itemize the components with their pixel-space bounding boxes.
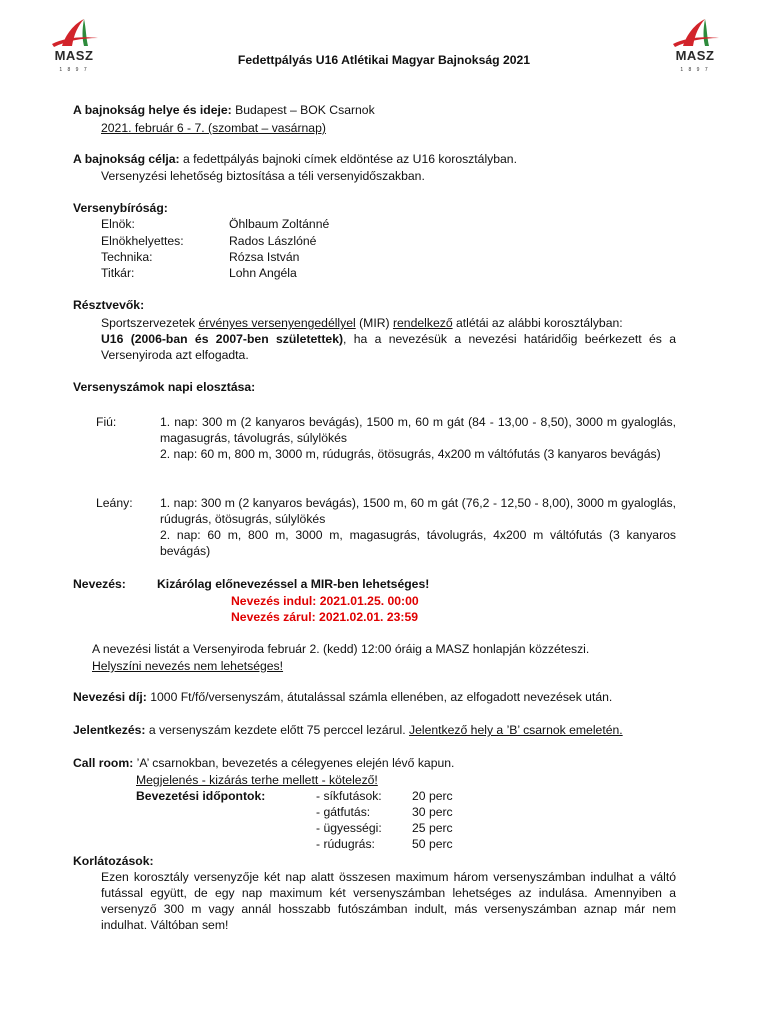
entry-main: Kizárólag előnevezéssel a MIR-ben lehetséges! xyxy=(157,577,430,591)
jury-name: Öhlbaum Zoltánné xyxy=(229,217,330,231)
callroom-time: 25 perc xyxy=(412,821,453,835)
entry-end: Nevezés zárul: 2021.02.01. 23:59 xyxy=(231,610,419,624)
events-boys-day2: 2. nap: 60 m, 800 m, 3000 m, rúdugrás, ötösugrás, 4x200 m váltófutás (3 kanyaros bevágás) xyxy=(160,447,661,461)
callroom-mandatory: Megjelenés - kizárás terhe mellett - kötelező! xyxy=(136,773,378,787)
goal-label: A bajnokság célja: xyxy=(73,152,180,166)
events-boys-label: Fiú: xyxy=(96,415,117,429)
logo-text: MASZ xyxy=(54,48,94,63)
logo-text: MASZ xyxy=(675,48,715,63)
events-girls-label: Leány: xyxy=(96,496,133,510)
limits-title: Korlátozások: xyxy=(73,854,154,868)
checkin-label: Jelentkezés: xyxy=(73,723,146,737)
masz-emblem-icon xyxy=(44,16,104,50)
fee-value: 1000 Ft/fő/versenyszám, átutalással számla ellenében, az elfogadott nevezések után. xyxy=(150,690,613,704)
jury-title: Versenybíróság: xyxy=(73,201,168,215)
masz-emblem-icon xyxy=(665,16,725,50)
participants-paragraph xyxy=(101,331,676,363)
jury-name: Lohn Angéla xyxy=(229,266,297,280)
participants-line1 xyxy=(101,315,623,331)
goal-line xyxy=(73,151,517,167)
limits-text: Ezen korosztály versenyzője két nap alatt összesen maximum három versenyszámban indulhat a váltó futással együtt, de egy nap maximum két versenyszámban lehetséges az indulása. Amennyiben a versenyző 300 m vagy annál hosszabb futószámban indult, más versenyszámban aznap már nem indulhat. Váltóban sem! xyxy=(101,870,676,932)
logo-year: 1 8 9 7 xyxy=(680,67,710,73)
callroom-line xyxy=(73,755,454,771)
checkin-value: a versenyszám kezdete előtt 75 perccel lezárul. xyxy=(148,723,406,737)
events-girls-day1: 1. nap: 300 m (2 kanyaros bevágás), 1500 m, 60 m gát (76,2 - 12,50 - 8,00), 3000 m gyaloglás, rúdugrás, ötösugrás, súlylökés xyxy=(160,496,676,526)
participants-title: Résztvevők: xyxy=(73,298,145,312)
events-girls-day2: 2. nap: 60 m, 800 m, 3000 m, magasugrás, távolugrás, 4x200 m váltófutás (3 kanyaros bevágás) xyxy=(160,528,676,558)
fee-line xyxy=(73,689,612,705)
callroom-event: - gátfutás: xyxy=(316,805,371,819)
entry-list-note: A nevezési listát a Versenyiroda február 2. (kedd) 12:00 óráig a MASZ honlapján közzéteszi. xyxy=(92,642,590,656)
venue-date: 2021. február 6 - 7. (szombat – vasárnap) xyxy=(101,121,326,135)
goal-line2: Versenyzési lehetőség biztosítása a téli versenyidőszakban. xyxy=(101,169,425,183)
callroom-time: 30 perc xyxy=(412,805,453,819)
entry-label: Nevezés: xyxy=(73,577,126,591)
events-title: Versenyszámok napi elosztása: xyxy=(73,380,256,394)
jury-role: Technika: xyxy=(101,250,153,264)
participants-having-text: rendelkező xyxy=(392,316,453,330)
participants-text: (MIR) xyxy=(355,316,393,330)
participants-license-text: érvényes versenyengedéllyel xyxy=(198,316,356,330)
participants-age-group: U16 (2006-ban és 2007-ben születettek) xyxy=(101,332,344,346)
logo-year: 1 8 9 7 xyxy=(59,67,89,73)
callroom-event: - síkfutások: xyxy=(316,789,382,803)
venue-label: A bajnokság helye és ideje: xyxy=(73,103,232,117)
participants-text: , ha a nevezésük a nevezési határidőig beérkezett és a Versenyiroda azt elfogadta. xyxy=(101,332,676,362)
entry-start: Nevezés indul: 2021.01.25. 00:00 xyxy=(231,594,419,608)
jury-role: Elnök: xyxy=(101,217,135,231)
jury-role: Titkár: xyxy=(101,266,135,280)
events-boys-day1: 1. nap: 300 m (2 kanyaros bevágás), 1500 m, 60 m gát (84 - 13,00 - 8,50), 3000 m gyaloglás, magasugrás, távolugrás, súlylökés xyxy=(160,415,676,445)
participants-text: Sportszervezetek xyxy=(101,316,199,330)
venue-line xyxy=(73,102,375,118)
checkin-line xyxy=(73,722,623,738)
callroom-label: Call room: xyxy=(73,756,134,770)
venue-value: Budapest – BOK Csarnok xyxy=(235,103,375,117)
callroom-time: 20 perc xyxy=(412,789,453,803)
callroom-value: ’A’ csarnokban, bevezetés a célegyenes elején lévő kapun. xyxy=(136,756,455,770)
callroom-time: 50 perc xyxy=(412,837,453,851)
jury-role: Elnökhelyettes: xyxy=(101,234,184,248)
callroom-times-label: Bevezetési időpontok: xyxy=(136,789,266,803)
callroom-event: - ügyességi: xyxy=(316,821,382,835)
entry-onsite: Helyszíni nevezés nem lehetséges! xyxy=(92,659,284,673)
checkin-place: Jelentkező hely a ’B’ csarnok emeletén. xyxy=(409,723,623,737)
fee-label: Nevezési díj: xyxy=(73,690,147,704)
callroom-event: - rúdugrás: xyxy=(316,837,375,851)
jury-name: Rózsa István xyxy=(229,250,300,264)
jury-name: Rados Lászlóné xyxy=(229,234,317,248)
goal-line1: a fedettpályás bajnoki címek eldöntése az U16 korosztályban. xyxy=(182,152,517,166)
participants-text: atlétái az alábbi korosztályban: xyxy=(452,316,623,330)
page-title: Fedettpályás U16 Atlétikai Magyar Bajnokság 2021 xyxy=(237,53,531,67)
